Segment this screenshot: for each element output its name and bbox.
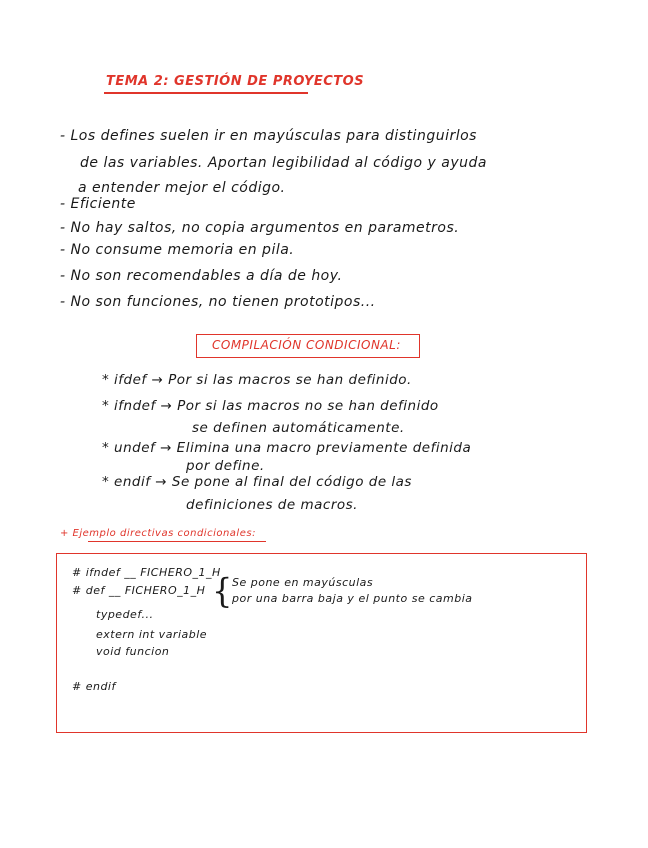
page-title: TEMA 2: GESTIÓN DE PROYECTOS (106, 74, 365, 89)
directive-line: definiciones de macros. (186, 497, 358, 513)
intro-line: de las variables. Aportan legibilidad al código y ayuda (80, 155, 487, 171)
code-line: # endif (72, 680, 116, 693)
code-line: # ifndef __ FICHERO_1_H (72, 566, 221, 579)
code-note: Se pone en mayúsculas (232, 576, 374, 589)
code-line: typedef... (96, 608, 154, 621)
intro-line: - No hay saltos, no copia argumentos en parametros. (60, 220, 460, 236)
intro-line: - Los defines suelen ir en mayúsculas para distinguirlos (60, 128, 477, 144)
intro-line: a entender mejor el código. (78, 180, 286, 196)
example-underline (88, 541, 266, 542)
intro-line: - No son recomendables a día de hoy. (60, 268, 343, 284)
directive-line: * ifdef → Por si las macros se han definido. (102, 372, 412, 388)
example-label: + Ejemplo directivas condicionales: (60, 528, 256, 539)
directive-line: * ifndef → Por si las macros no se han definido (102, 398, 439, 414)
code-note: por una barra baja y el punto se cambia (232, 592, 473, 605)
directive-line: * undef → Elimina una macro previamente definida (102, 440, 472, 456)
intro-line: - Eficiente (60, 196, 136, 212)
section-title: COMPILACIÓN CONDICIONAL: (212, 338, 401, 352)
directive-line: se definen automáticamente. (192, 420, 405, 436)
directive-line: por define. (186, 458, 265, 474)
code-line: void funcion (96, 645, 170, 658)
curly-brace: { (212, 571, 233, 611)
title-underline (104, 92, 308, 94)
code-line: extern int variable (96, 628, 208, 641)
code-line: # def __ FICHERO_1_H (72, 584, 206, 597)
intro-line: - No consume memoria en pila. (60, 242, 295, 258)
intro-line: - No son funciones, no tienen prototipos... (60, 294, 376, 310)
directive-line: * endif → Se pone al final del código de las (102, 474, 412, 490)
